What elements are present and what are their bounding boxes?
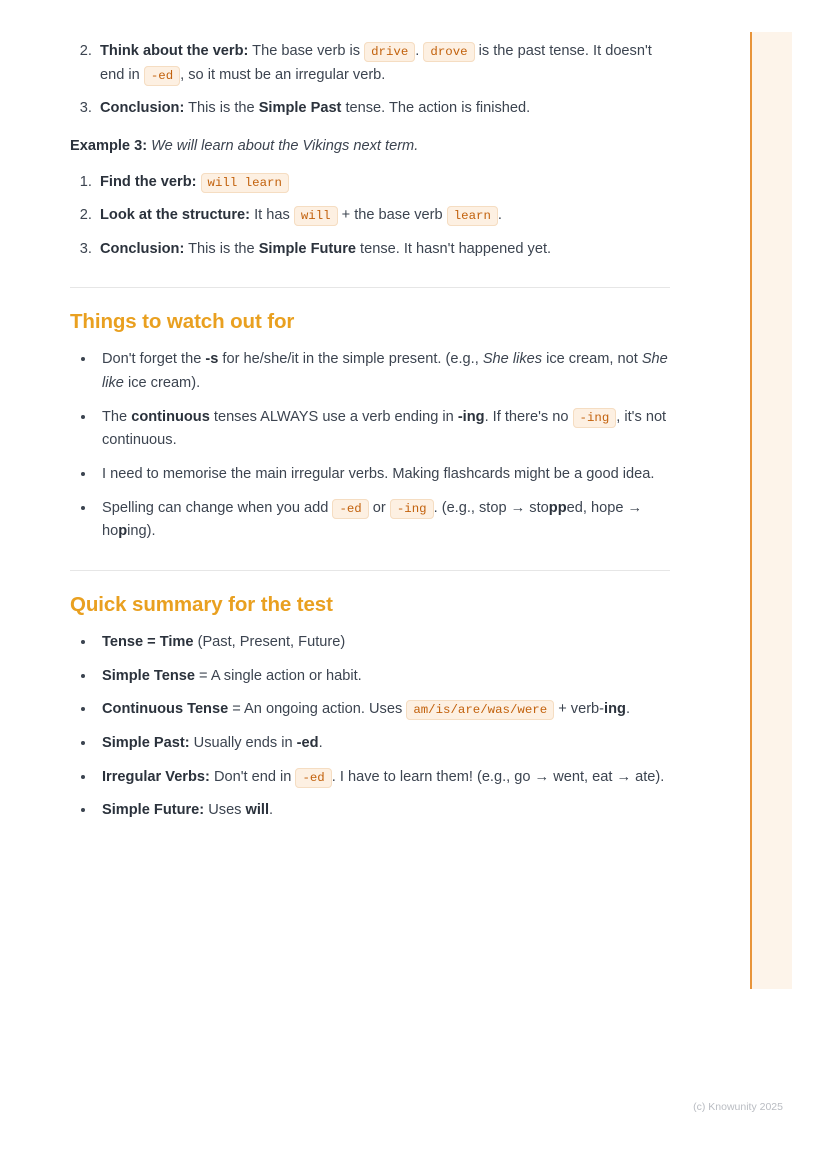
accent-sidebar <box>750 32 792 989</box>
list-item: • I need to memorise the main irregular verbs. Making flashcards might be a good idea. <box>96 463 670 487</box>
inline-code: will learn <box>201 173 289 193</box>
step-label: Look at the structure: <box>100 207 251 224</box>
example2-steps <box>70 40 670 121</box>
list-item: • Simple Past: Usually ends in -ed. <box>96 732 670 756</box>
list-item: • Spelling can change when you add -ed or -ing . (e.g., stop → stopped, hope → hoping). <box>96 497 670 544</box>
section-heading-watch-out: Things to watch out for <box>70 310 295 334</box>
list-item: • Irregular Verbs: Don't end in -ed . I have to learn them! (e.g., go → went, eat → ate). <box>96 766 670 790</box>
list-item: • Continuous Tense = An ongoing action. Uses am/is/are/was/were + verb-ing. <box>96 698 670 722</box>
list-item <box>96 171 670 195</box>
step-label: Conclusion: <box>100 240 185 257</box>
inline-code: -ing <box>573 408 617 428</box>
list-item: • Tense = Time (Past, Present, Future) <box>96 631 670 655</box>
example3-heading <box>70 135 670 159</box>
section-heading-summary: Quick summary for the test <box>70 592 333 616</box>
list-item: • Don't forget the -s for he/she/it in the simple present. (e.g., She likes ice cream, not She like ice cream). <box>96 348 670 395</box>
summary-list <box>70 631 670 823</box>
list-item: 3. Conclusion: This is the Simple Future tense. It hasn't happened yet. <box>96 238 670 262</box>
example3-sentence: We will learn about the Vikings next term. <box>151 137 419 154</box>
inline-code: -ed <box>332 499 368 519</box>
inline-code: -ing <box>390 499 434 519</box>
inline-code: learn <box>447 206 498 226</box>
divider <box>70 570 670 571</box>
step-label: Think about the verb: <box>100 43 249 59</box>
document-sheet <box>40 32 792 989</box>
list-item: • Simple Future: Uses will. <box>96 799 670 823</box>
inline-code: drive <box>364 42 415 62</box>
inline-code: am/is/are/was/were <box>406 700 554 720</box>
step-label: Conclusion: <box>100 100 185 117</box>
inline-code: drove <box>423 42 474 62</box>
copyright-footer: (c) Knowunity 2025 <box>693 1101 783 1113</box>
divider <box>70 287 670 288</box>
inline-code: -ed <box>144 66 180 86</box>
list-item: 3. Conclusion: This is the Simple Past tense. The action is finished. <box>96 97 670 121</box>
document-content <box>70 40 670 833</box>
list-item: 2. Look at the structure: It has will + the base verb learn . <box>96 204 670 228</box>
step-label: Find the verb: <box>100 173 197 190</box>
list-item: • The continuous tenses ALWAYS use a verb ending in -ing. If there's no -ing , it's not continuous. <box>96 406 670 453</box>
watch-out-list <box>70 348 670 543</box>
inline-code: -ed <box>295 768 331 788</box>
example3-label: Example 3: <box>70 137 148 154</box>
example3-steps <box>70 171 670 262</box>
list-item: • Simple Tense = A single action or habit. <box>96 665 670 689</box>
list-item: 2. Think about the verb: The base verb is drive . drove is the past tense. It doesn't end in -ed , so it must be an irregular verb. <box>96 40 670 87</box>
inline-code: will <box>294 206 338 226</box>
